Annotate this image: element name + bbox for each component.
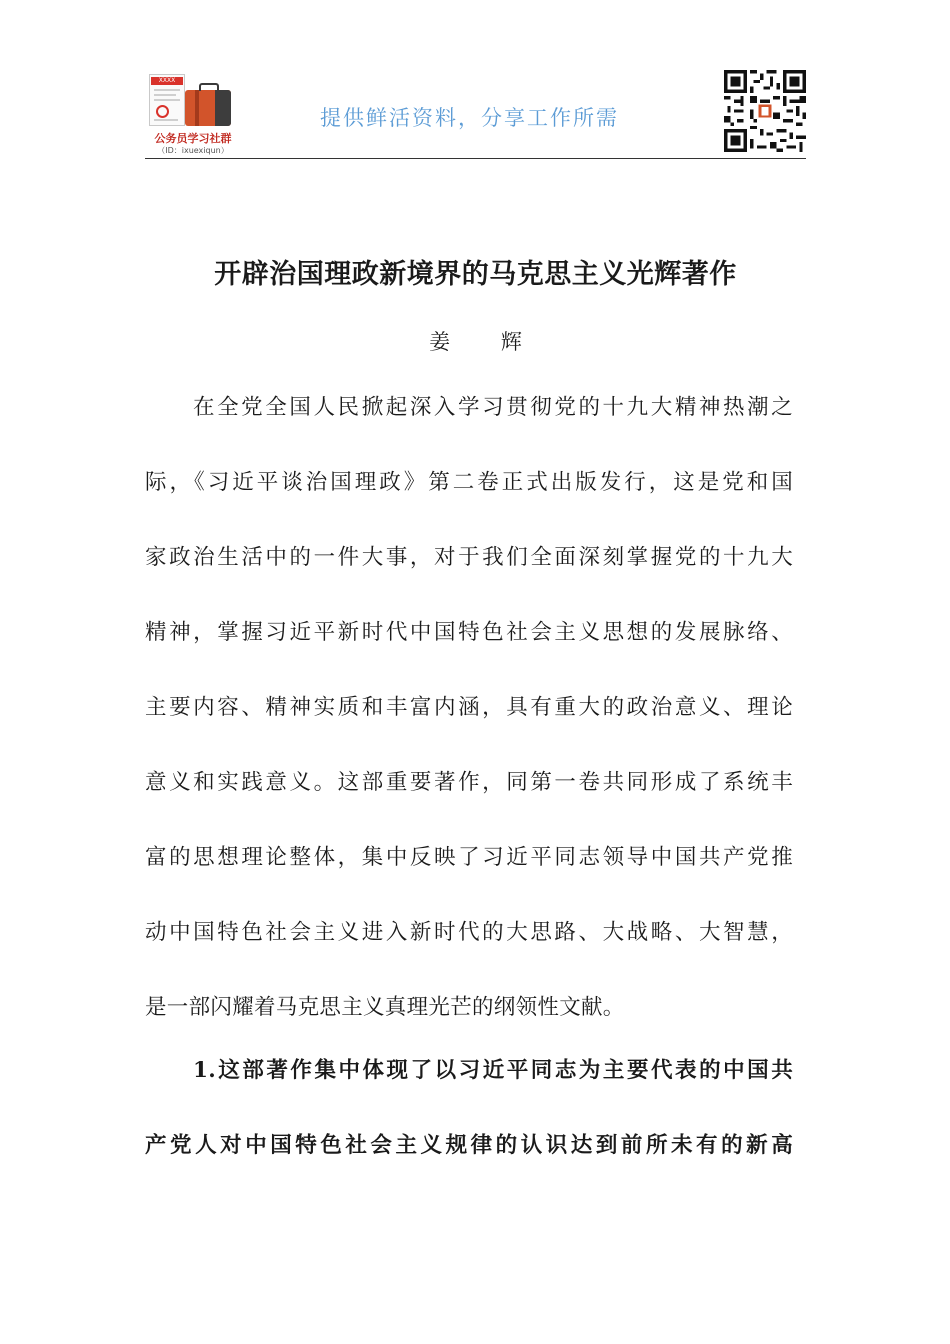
logo-id: （ID：ixuexiqun） — [157, 146, 229, 155]
brand-logo — [145, 70, 241, 158]
seal-icon — [156, 105, 169, 118]
paragraph-line: 家政治生活中的一件大事，对于我们全面深刻掌握党的十九大 — [145, 545, 793, 570]
document-icon — [149, 74, 185, 126]
paragraph-line: 动中国特色社会主义进入新时代的大思路、大战略、大智慧， — [145, 920, 793, 945]
qr-code-icon — [724, 70, 806, 152]
author-name: 姜 辉 — [429, 330, 544, 354]
logo-name: 公务员学习社群 — [154, 132, 232, 145]
paragraph-line: 主要内容、精神实质和丰富内涵，具有重大的政治意义、理论 — [145, 695, 793, 720]
paragraph-line: 际，《习近平谈治国理政》第二卷正式出版发行，这是党和国 — [145, 470, 793, 495]
document-title: 开辟治国理政新境界的马克思主义光辉著作 — [214, 259, 737, 290]
doc-tag: XXXX — [151, 77, 183, 85]
paragraph-line: 精神，掌握习近平新时代中国特色社会主义思想的发展脉络、 — [145, 620, 793, 645]
paragraph-line: 富的思想理论整体，集中反映了习近平同志领导中国共产党推 — [145, 845, 793, 870]
header-divider — [145, 158, 806, 159]
paragraph-line: 是一部闪耀着马克思主义真理光芒的纲领性文献。 — [145, 995, 625, 1020]
section-heading-line: 1.这部著作集中体现了以习近平同志为主要代表的中国共 — [193, 1058, 793, 1083]
header-slogan: 提供鲜活资料，分享工作所需 — [320, 106, 619, 130]
paragraph-line: 意义和实践意义。这部重要著作，同第一卷共同形成了系统丰 — [145, 770, 793, 795]
page-header — [145, 70, 806, 158]
section-heading-line: 产党人对中国特色社会主义规律的认识达到前所未有的新高 — [145, 1133, 793, 1158]
paragraph-line: 在全党全国人民掀起深入学习贯彻党的十九大精神热潮之 — [193, 395, 793, 420]
briefcase-icon — [185, 90, 231, 126]
